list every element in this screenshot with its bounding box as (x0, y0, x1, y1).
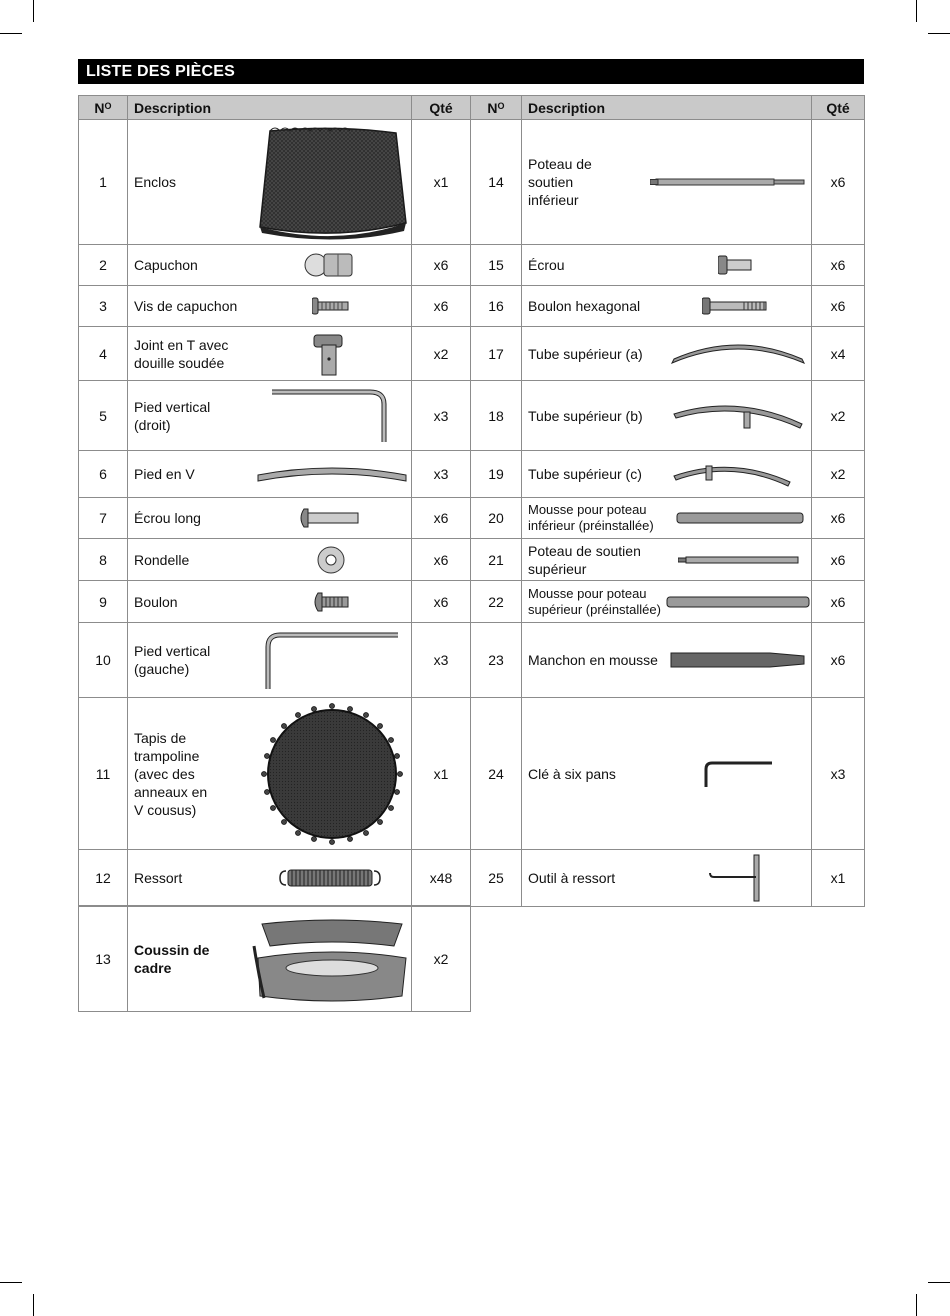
long-nut-icon (298, 508, 360, 528)
crop-mark (0, 33, 22, 34)
part-number: 13 (79, 906, 128, 1012)
header-no: $N^O$ (471, 96, 522, 120)
part-number: 23 (471, 623, 522, 698)
part-quantity: x6 (812, 286, 865, 327)
part-quantity: x2 (812, 381, 865, 451)
washer-icon (316, 545, 346, 575)
part-description: Poteau de soutien supérieur (528, 542, 641, 577)
part-description-cell (522, 286, 812, 327)
part-quantity: x6 (812, 498, 865, 539)
top-tube-a-icon (670, 341, 806, 367)
cap-icon (304, 250, 356, 280)
part-number: 8 (79, 539, 128, 581)
part-quantity: x6 (812, 245, 865, 286)
trampoline-mat-icon (260, 702, 404, 846)
part-description-cell (128, 906, 412, 1012)
crop-mark (0, 1282, 22, 1283)
parts-table (78, 95, 865, 907)
part-quantity: x6 (812, 539, 865, 581)
part-description-cell (522, 451, 812, 498)
part-description: Clé à six pans (528, 765, 616, 782)
crop-mark (928, 33, 950, 34)
header-qty: Qté (812, 96, 865, 120)
part-description: Enclos (134, 174, 177, 190)
part-description-cell (522, 381, 812, 451)
part-description: Mousse pour poteau inférieur (préinstallée) (528, 502, 654, 533)
part-number: 17 (471, 327, 522, 381)
header-qty: Qté (412, 96, 471, 120)
part-description: Pied vertical (droit) (134, 398, 211, 433)
part-quantity: x6 (812, 120, 865, 245)
part-quantity: x2 (812, 451, 865, 498)
upper-pole-icon (678, 555, 802, 565)
table-header-row (79, 96, 865, 120)
part-description: Vis de capuchon (134, 298, 238, 314)
part-number: 5 (79, 381, 128, 451)
part-number: 9 (79, 581, 128, 623)
part-description: Écrou (528, 257, 565, 273)
part-number: 24 (471, 698, 522, 850)
part-description: Rondelle (134, 551, 190, 568)
part-number: 4 (79, 327, 128, 381)
part-description: Pied vertical (gauche) (134, 643, 211, 677)
part-number: 20 (471, 498, 522, 539)
part-quantity: x3 (412, 381, 471, 451)
part-number: 7 (79, 498, 128, 539)
part-description-cell (522, 581, 812, 623)
part-description-cell (128, 286, 412, 327)
page-title: LISTE DES PIÈCES (78, 59, 864, 84)
part-quantity: x3 (412, 451, 471, 498)
header-description: Description (522, 96, 812, 120)
table-row (79, 120, 865, 245)
part-description: Pied en V (134, 466, 195, 482)
part-description: Tapis de trampoline (avec des anneaux en V cousus) (134, 729, 208, 818)
table-row (79, 451, 865, 498)
part-number: 6 (79, 451, 128, 498)
lower-foam-icon (676, 512, 804, 524)
part-description-cell (128, 698, 412, 850)
part-quantity: x6 (412, 581, 471, 623)
part-description: Manchon en mousse (528, 652, 658, 668)
part-description: Coussin de cadre (134, 941, 210, 976)
hex-bolt-icon (702, 297, 768, 315)
parts-table-continued (78, 905, 471, 1012)
top-tube-b-icon (672, 400, 804, 432)
part-number: 21 (471, 539, 522, 581)
header-description: Description (128, 96, 412, 120)
part-quantity: x6 (812, 623, 865, 698)
part-description: Joint en T avec douille soudée (134, 336, 229, 371)
part-quantity: x2 (412, 327, 471, 381)
part-description-cell (128, 327, 412, 381)
part-description: Tube supérieur (b) (528, 407, 643, 424)
part-quantity: x6 (412, 245, 471, 286)
part-description: Écrou long (134, 510, 201, 526)
part-number: 16 (471, 286, 522, 327)
spring-icon (278, 867, 382, 889)
part-quantity: x1 (412, 698, 471, 850)
part-number: 25 (471, 850, 522, 907)
part-description-cell (522, 698, 812, 850)
part-quantity: x48 (412, 850, 471, 907)
part-description-cell (128, 245, 412, 286)
part-quantity: x6 (412, 498, 471, 539)
header-no: $N^O$ (79, 96, 128, 120)
t-joint-icon (312, 331, 346, 377)
part-description-cell (522, 539, 812, 581)
part-description: Tube supérieur (c) (528, 466, 642, 482)
table-row (79, 581, 865, 623)
upper-foam-icon (666, 596, 810, 608)
table-row (79, 623, 865, 698)
part-number: 3 (79, 286, 128, 327)
table-row (79, 906, 471, 1012)
enclosure-net-icon (256, 123, 410, 241)
part-description-cell (128, 381, 412, 451)
part-number: 14 (471, 120, 522, 245)
part-description: Mousse pour poteau supérieur (préinstallée) (528, 585, 661, 617)
table-row (79, 498, 865, 539)
right-leg-icon (270, 388, 390, 444)
table-row (79, 539, 865, 581)
table-row (79, 286, 865, 327)
part-description: Outil à ressort (528, 870, 616, 886)
part-quantity: x6 (412, 539, 471, 581)
nut-icon (718, 255, 752, 275)
table-row (79, 381, 865, 451)
table-row (79, 850, 865, 907)
spring-tool-icon (708, 853, 768, 903)
left-leg-icon (260, 629, 400, 691)
part-number: 10 (79, 623, 128, 698)
part-number: 15 (471, 245, 522, 286)
part-number: 19 (471, 451, 522, 498)
bolt-icon (312, 592, 350, 612)
top-tube-c-icon (672, 460, 792, 488)
part-description-cell (522, 498, 812, 539)
part-quantity: x4 (812, 327, 865, 381)
part-quantity: x3 (412, 623, 471, 698)
part-description: Boulon (134, 593, 178, 610)
part-description-cell (128, 539, 412, 581)
part-number: 1 (79, 120, 128, 245)
part-number: 11 (79, 698, 128, 850)
foam-sleeve-icon (670, 651, 806, 669)
part-description: Tube supérieur (a) (528, 345, 643, 362)
part-description-cell (522, 120, 812, 245)
part-description-cell (128, 498, 412, 539)
part-number: 12 (79, 850, 128, 907)
hex-key-icon (702, 759, 774, 789)
part-description-cell (128, 581, 412, 623)
part-number: 22 (471, 581, 522, 623)
part-description-cell (128, 850, 412, 907)
crop-mark (928, 1282, 950, 1283)
part-number: 2 (79, 245, 128, 286)
part-description-cell (522, 850, 812, 907)
v-leg-icon (256, 463, 408, 485)
part-quantity: x3 (812, 698, 865, 850)
part-description: Boulon hexagonal (528, 298, 641, 314)
cap-screw-icon (312, 297, 350, 315)
crop-mark (33, 0, 34, 22)
part-quantity: x6 (412, 286, 471, 327)
frame-pad-icon (252, 916, 408, 1002)
table-row (79, 327, 865, 381)
part-quantity: x1 (812, 850, 865, 907)
crop-mark (916, 0, 917, 22)
crop-mark (33, 1294, 34, 1316)
part-quantity: x6 (812, 581, 865, 623)
lower-pole-icon (650, 176, 806, 188)
part-description-cell (128, 120, 412, 245)
table-row (79, 245, 865, 286)
crop-mark (916, 1294, 917, 1316)
part-description-cell (128, 623, 412, 698)
part-description-cell (128, 451, 412, 498)
part-description-cell (522, 623, 812, 698)
part-description-cell (522, 327, 812, 381)
part-description: Ressort (134, 870, 183, 886)
part-description: Capuchon (134, 257, 198, 273)
part-number: 18 (471, 381, 522, 451)
part-quantity: x1 (412, 120, 471, 245)
part-quantity: x2 (412, 906, 471, 1012)
part-description: Poteau de soutien inférieur (528, 156, 592, 208)
part-description-cell (522, 245, 812, 286)
table-row (79, 698, 865, 850)
